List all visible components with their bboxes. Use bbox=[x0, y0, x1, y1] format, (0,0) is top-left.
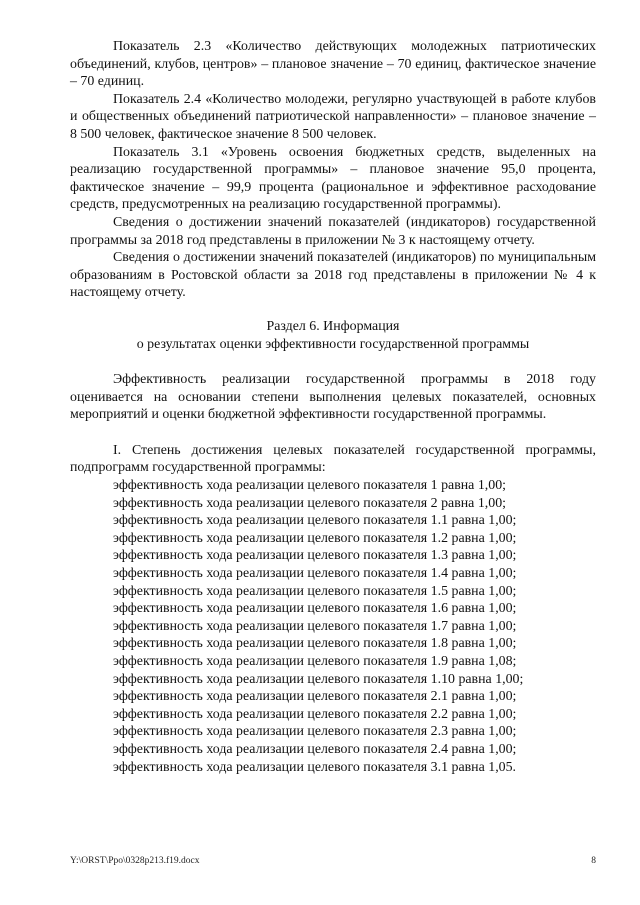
indicator-item: эффективность хода реализации целевого показателя 2.3 равна 1,00; bbox=[113, 724, 517, 740]
section-heading bbox=[70, 318, 596, 353]
indicator-list bbox=[70, 477, 596, 776]
indicator-item: эффективность хода реализации целевого показателя 2.2 равна 1,00; bbox=[113, 706, 517, 722]
indicator-item: эффективность хода реализации целевого показателя 1.4 равна 1,00; bbox=[113, 566, 517, 582]
paragraph-appendix-3: Сведения о достижении значений показателей (индикаторов) государственной программы за 2018 год представлены в приложении № 3 к настоящему отчету. bbox=[70, 214, 596, 248]
page-number: 8 bbox=[591, 856, 596, 866]
indicator-item: эффективность хода реализации целевого показателя 1.9 равна 1,08; bbox=[113, 654, 517, 669]
indicator-item: эффективность хода реализации целевого показателя 1.1 равна 1,00; bbox=[113, 513, 517, 529]
indicator-item: эффективность хода реализации целевого показателя 2 равна 1,00; bbox=[113, 495, 506, 511]
paragraph-efficiency-intro: Эффективность реализации государственной программы в 2018 году оценивается на основании степени выполнения целевых показателей, основных мероприятий и оценки бюджетной эффективности государственной программы. bbox=[70, 372, 596, 423]
section-title-line-2: о результатах оценки эффективности государственной программы bbox=[136, 336, 530, 352]
indicator-item: эффективность хода реализации целевого показателя 1.7 равна 1,00; bbox=[113, 618, 517, 634]
footer-file-path: Y:\ORST\Ppo\0328p213.f19.docx bbox=[70, 856, 200, 866]
section-title-line-1: Раздел 6. Информация bbox=[266, 318, 400, 334]
indicator-item: эффективность хода реализации целевого показателя 1.3 равна 1,00; bbox=[113, 548, 517, 564]
indicator-item: эффективность хода реализации целевого показателя 2.1 равна 1,00; bbox=[113, 689, 517, 705]
indicator-item: эффективность хода реализации целевого показателя 3.1 равна 1,05. bbox=[113, 759, 517, 775]
document-body bbox=[70, 38, 596, 776]
indicator-item: эффективность хода реализации целевого показателя 1.5 равна 1,00; bbox=[113, 583, 517, 599]
paragraph-appendix-4: Сведения о достижении значений показателей (индикаторов) по муниципальным образованиям в Ростовской области за 2018 год представлены в приложении № 4 к настоящему отчету. bbox=[70, 250, 596, 301]
paragraph-indicator-3-1: Показатель 3.1 «Уровень освоения бюджетных средств, выделенных на реализацию государственной программы» – плановое значение 95,0 процента, фактическое значение – 99,9 процента (рациональное и эффективное расходование средств, предусмотренных на реализацию государственной программы). bbox=[70, 144, 596, 213]
indicator-item: эффективность хода реализации целевого показателя 1.2 равна 1,00; bbox=[113, 530, 517, 546]
indicator-item: эффективность хода реализации целевого показателя 1.8 равна 1,00; bbox=[113, 636, 517, 652]
paragraph-degree-heading: I. Степень достижения целевых показателей государственной программы, подпрограмм государственной программы: bbox=[70, 442, 596, 476]
indicator-item: эффективность хода реализации целевого показателя 1 равна 1,00; bbox=[113, 478, 506, 494]
indicator-item: эффективность хода реализации целевого показателя 1.10 равна 1,00; bbox=[113, 671, 524, 687]
paragraph-indicator-2-4: Показатель 2.4 «Количество молодежи, регулярно участвующей в работе клубов и общественных объединений патриотической направленности» – плановое значение – 8 500 человек, фактическое значение 8 500 человек. bbox=[70, 91, 596, 142]
indicator-item: эффективность хода реализации целевого показателя 1.6 равна 1,00; bbox=[113, 601, 517, 617]
paragraph-indicator-2-3: Показатель 2.3 «Количество действующих молодежных патриотических объединений, клубов, центров» – плановое значение – 70 единиц, фактическое значение – 70 единиц. bbox=[70, 39, 596, 90]
indicator-item: эффективность хода реализации целевого показателя 2.4 равна 1,00; bbox=[113, 741, 517, 757]
